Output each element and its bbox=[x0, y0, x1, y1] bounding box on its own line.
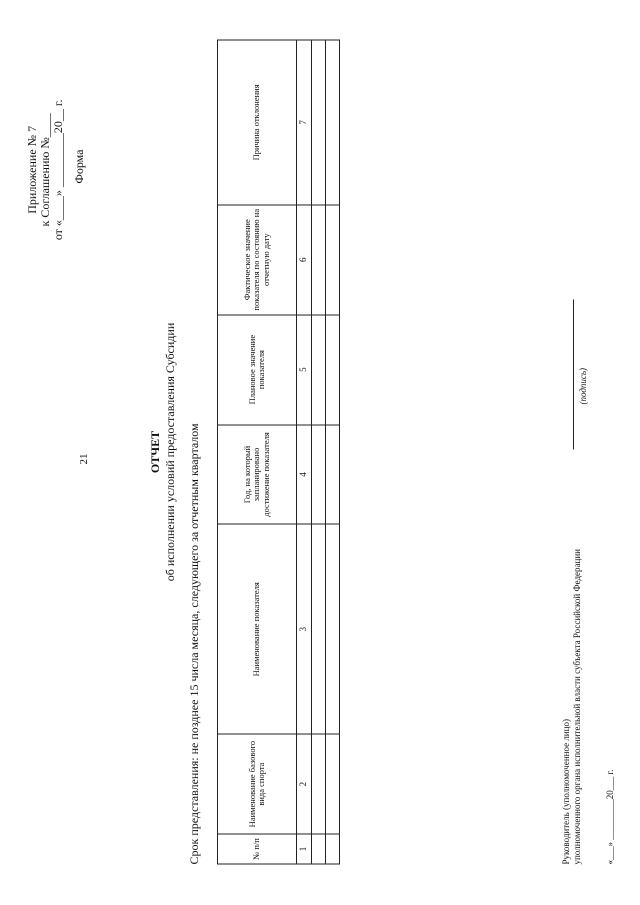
header-cell: Плановое значение показателя bbox=[218, 315, 297, 425]
column-number-row bbox=[297, 40, 312, 864]
table-row bbox=[311, 40, 325, 864]
table-cell bbox=[325, 524, 339, 734]
signature-caption: (подпись) bbox=[578, 367, 588, 405]
table-cell bbox=[325, 205, 339, 315]
agreement-date: от «____» _________20__ г. bbox=[51, 99, 65, 241]
table-cell bbox=[311, 315, 325, 425]
column-number: 1 bbox=[297, 834, 312, 864]
table-cell bbox=[311, 425, 325, 525]
table-row bbox=[325, 40, 339, 864]
report-table bbox=[217, 40, 340, 865]
column-number: 4 bbox=[297, 425, 312, 525]
table-cell bbox=[325, 315, 339, 425]
report-title: ОТЧЕТ bbox=[148, 430, 162, 474]
column-number: 2 bbox=[297, 734, 312, 834]
header-cell: Наименование показателя bbox=[218, 524, 297, 734]
column-number: 7 bbox=[297, 40, 312, 205]
table-cell bbox=[311, 40, 325, 205]
table-cell bbox=[325, 834, 339, 864]
table-cell bbox=[311, 205, 325, 315]
table-cell bbox=[311, 734, 325, 834]
agreement-number: к Соглашению №____ bbox=[38, 113, 52, 227]
signatory-block bbox=[561, 549, 583, 864]
table-cell bbox=[325, 734, 339, 834]
column-number: 3 bbox=[297, 524, 312, 734]
signature-line bbox=[573, 300, 574, 450]
signature-date: «___» _________20___ г. bbox=[605, 769, 615, 865]
appendix-block bbox=[26, 100, 65, 241]
header-cell: Фактическое значение показателя по состоянию на отчетную дату bbox=[218, 205, 297, 315]
table-cell bbox=[325, 425, 339, 525]
page-number: 21 bbox=[78, 453, 90, 465]
report-subtitle: об исполнении условий предоставления Субсидии bbox=[163, 322, 177, 582]
signatory-title: Руководитель (уполномоченное лицо) bbox=[561, 719, 571, 865]
header-cell: № п/п bbox=[218, 834, 297, 864]
column-number: 6 bbox=[297, 205, 312, 315]
submission-deadline: Срок представления: не позднее 15 числа месяца, следующего за отчетным кварталом bbox=[187, 423, 201, 865]
appendix-title: Приложение № 7 bbox=[25, 125, 39, 214]
form-label: Форма bbox=[72, 149, 86, 184]
column-number: 5 bbox=[297, 315, 312, 425]
signatory-organization: уполномоченного органа исполнительной власти субъекта Российской Федерации bbox=[572, 549, 582, 865]
header-cell: Наименование базового вида спорта bbox=[218, 734, 297, 834]
table-header-row bbox=[218, 40, 297, 864]
header-cell: Год, на который запланировано достижение показателя bbox=[218, 425, 297, 525]
table-cell bbox=[311, 524, 325, 734]
table-cell bbox=[325, 40, 339, 205]
header-cell: Причина отклонения bbox=[218, 40, 297, 205]
table-cell bbox=[311, 834, 325, 864]
